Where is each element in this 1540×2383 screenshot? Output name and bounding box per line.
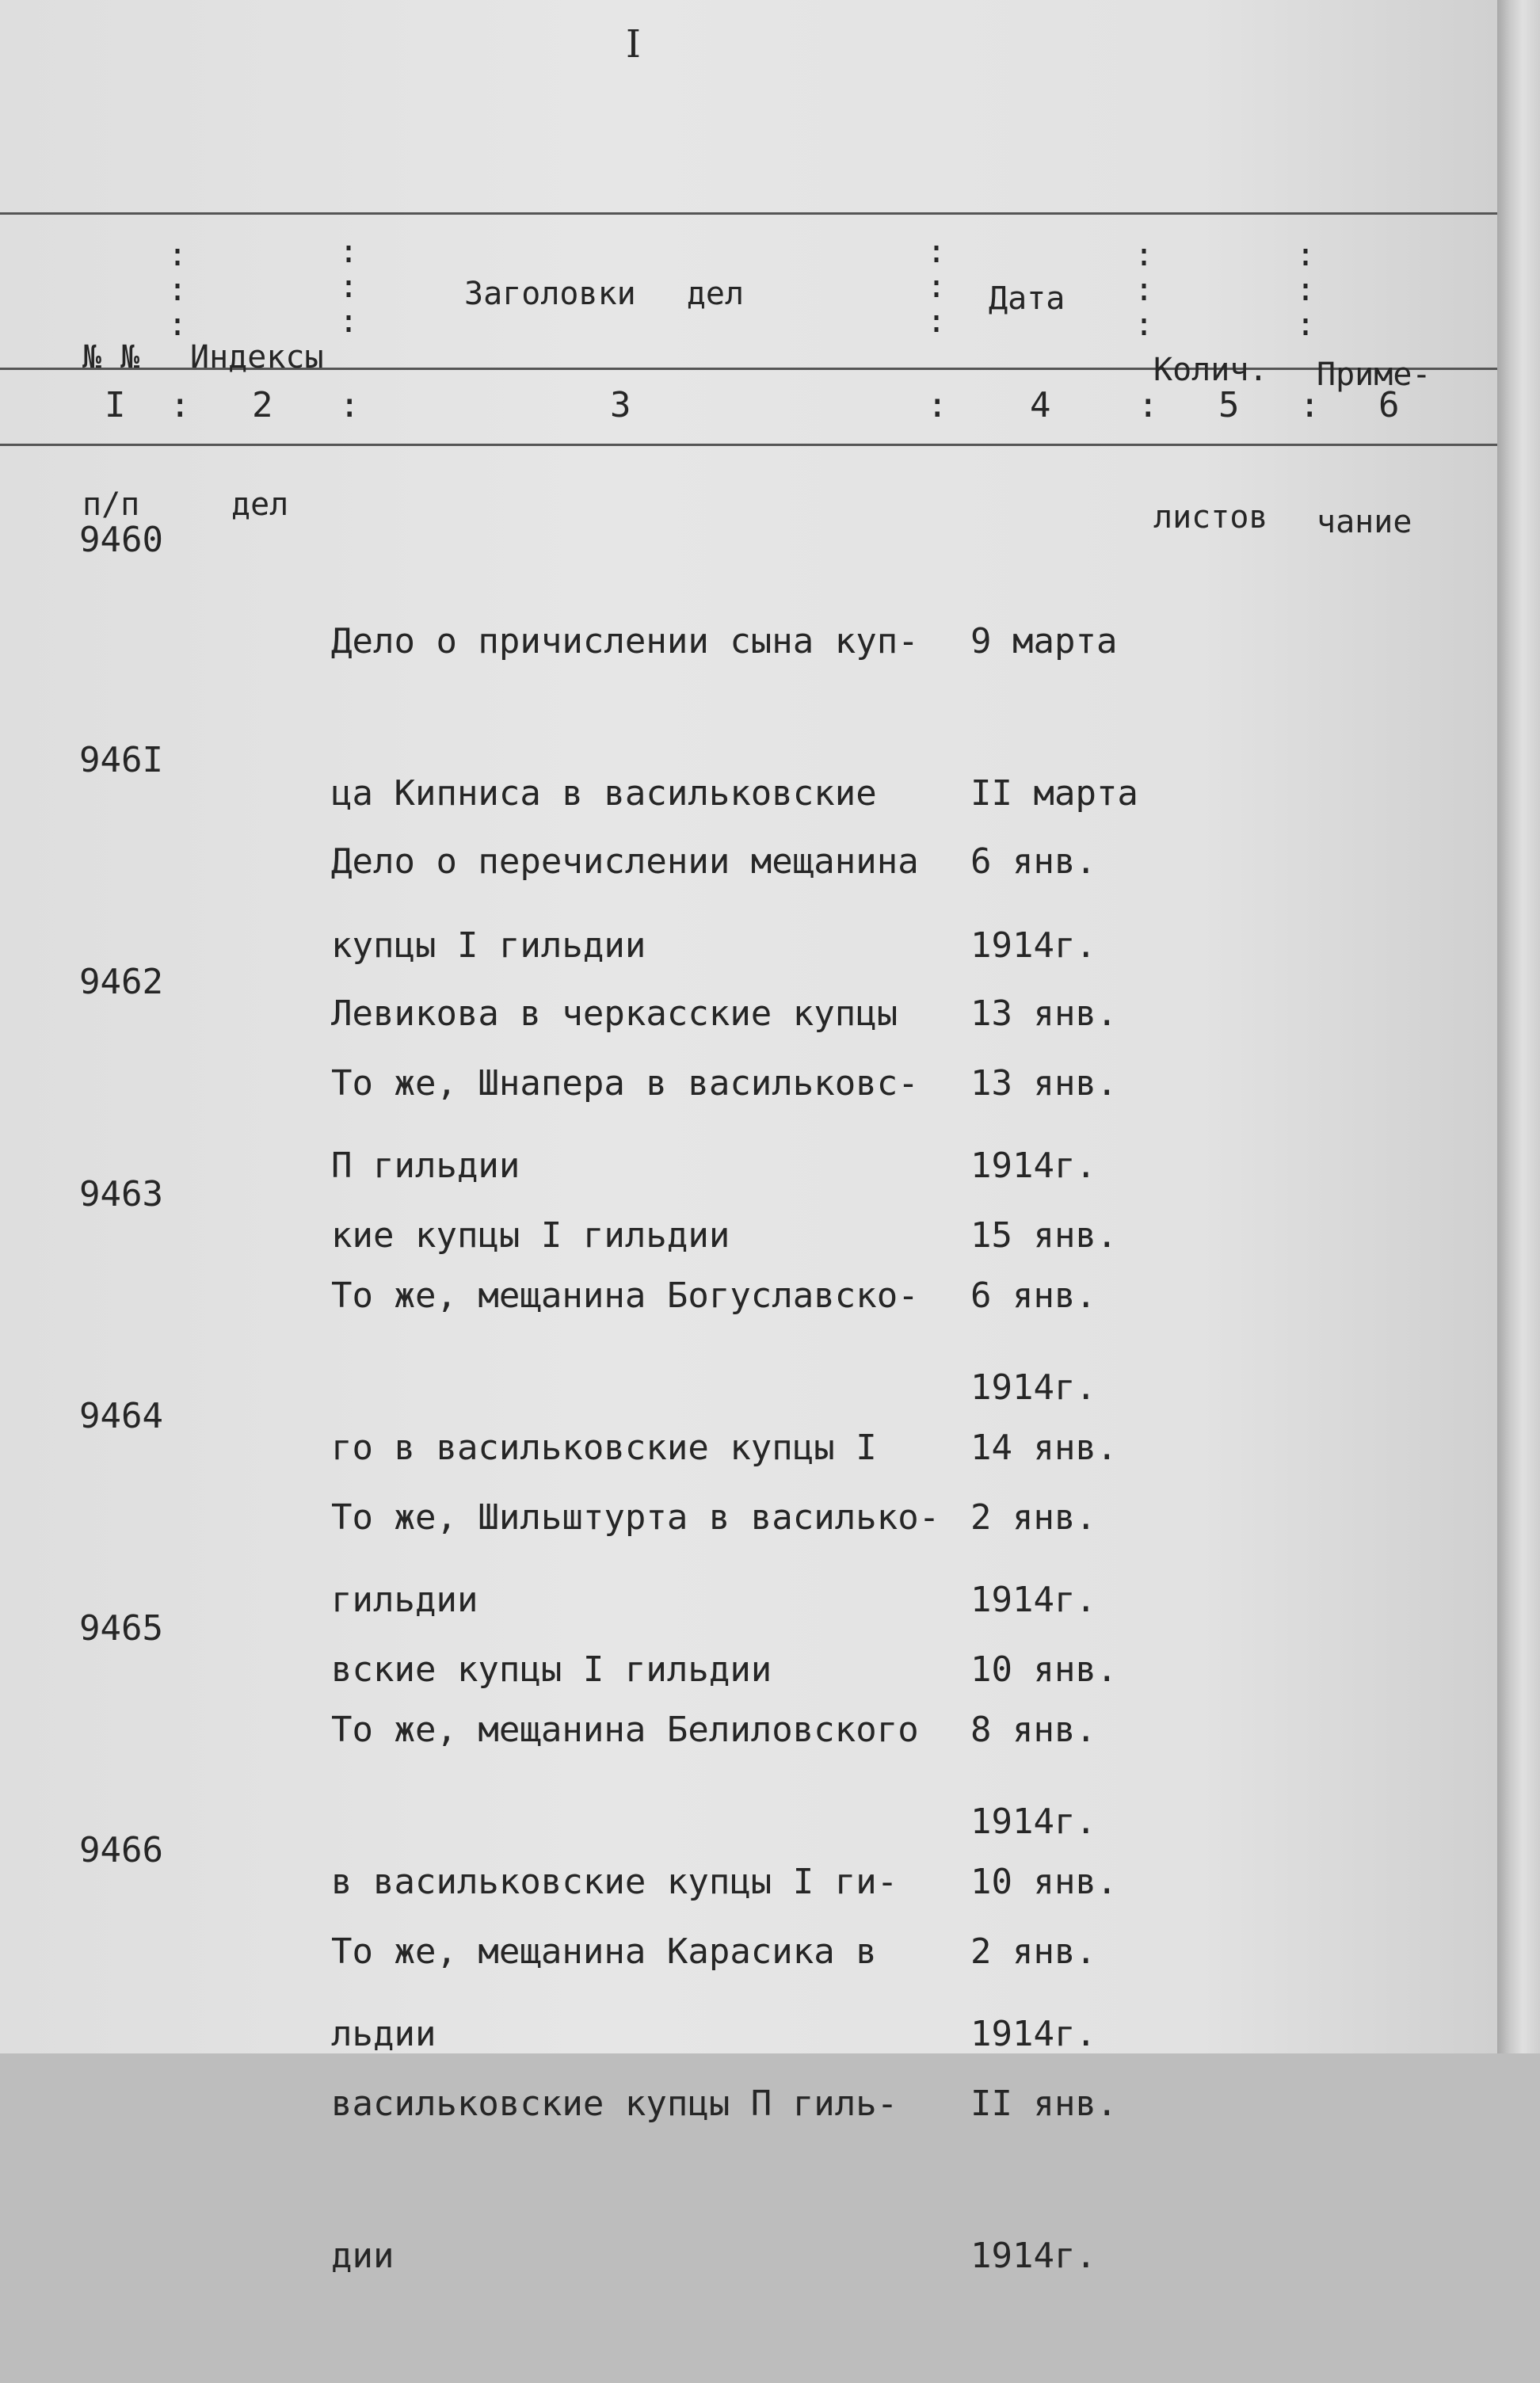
- column-number: 5: [1218, 385, 1240, 425]
- header-separator: : : :: [1134, 237, 1154, 343]
- column-number: I: [105, 385, 126, 425]
- entry-title: То же, Шнапера в васильковс- кие купцы I гильдии: [331, 1063, 919, 1256]
- header-col-index: Индексы дел: [190, 339, 324, 523]
- entry-title: То же, мещанина Богуславско- го в васильковские купцы I гильдии: [331, 1275, 919, 1620]
- entry-number: 9465: [79, 1608, 163, 1649]
- page-number: I: [626, 22, 642, 67]
- entry-number: 9466: [79, 1830, 163, 1870]
- entry-dates: 2 янв. 10 янв. 1914г.: [970, 1497, 1118, 1842]
- column-number: 2: [252, 385, 273, 425]
- entry-dates: 6 янв. 14 янв. 1914г.: [970, 1275, 1118, 1620]
- column-number: 3: [610, 385, 631, 425]
- header-col-number: № № п/п: [82, 339, 140, 523]
- entry-title: То же, Шильштурта в василько- вские купцы I гильдии: [331, 1497, 940, 1690]
- entry-dates: 2 янв. II янв. 1914г.: [970, 1931, 1118, 2276]
- entry-title: То же, мещанина Карасика в васильковские купцы П гиль- дии: [331, 1931, 898, 2276]
- header-col-titles: Заголовки дел: [464, 276, 745, 312]
- column-number: 4: [1030, 385, 1051, 425]
- entry-dates: 6 янв. 13 янв. 1914г.: [970, 841, 1118, 1186]
- entry-number: 946I: [79, 740, 163, 780]
- column-number: 6: [1378, 385, 1400, 425]
- document-page: I № № п/п Индексы дел Заголовки дел Дата Колич. листов Приме- чание : : : : : : : : : : : : : : : I : 2 : 3 : 4 : 5 : 6 9460 Дело о причислении сына куп- ца Кипниса в васильковские купцы I гильдии 9 марта II марта 1914г. 946I Дело о перечислении мещанина Левикова в черкасские купцы П гильдии 6 янв. 13 янв. 1914г. 9462 То же, Шнапера в васильковс- кие купцы I гильдии 13 янв. 15 янв. 1914г. 9463 То же, мещанина Богуславско- го в васильковские купцы I гильдии 6 янв. 14 янв. 1914г. 9464 То же, Шильштурта в василько- вские купцы I гильдии 2 янв. 10 янв. 1914г. 9465 То же, мещанина Белиловского в васильковские купцы I ги- льдии 8 янв. 10 янв. 1914г. 9466 То же, мещанина Карасика в васильковские купцы П гиль- дии 2 янв. II янв. 1914г.: [0, 0, 1497, 2053]
- binding-edge: [1497, 0, 1540, 2053]
- entry-dates: 9 марта II марта 1914г.: [970, 621, 1138, 966]
- header-col-date: Дата: [989, 280, 1065, 317]
- entry-number: 9464: [79, 1396, 163, 1436]
- header-separator: : : :: [339, 234, 359, 340]
- header-separator: : : :: [1296, 237, 1316, 343]
- entry-number: 9462: [79, 962, 163, 1002]
- entry-dates: 8 янв. 10 янв. 1914г.: [970, 1710, 1118, 2054]
- header-top-rule: [0, 212, 1497, 215]
- header-col-notes: Приме- чание: [1317, 356, 1431, 540]
- entry-number: 9460: [79, 520, 163, 560]
- entry-title: То же, мещанина Белиловского в васильковские купцы I ги- льдии: [331, 1710, 919, 2054]
- header-separator: : : :: [927, 234, 947, 340]
- entry-title: Дело о причислении сына куп- ца Кипниса в васильковские купцы I гильдии: [331, 621, 919, 966]
- header-col-sheets: Колич. листов: [1153, 352, 1268, 536]
- entry-dates: 13 янв. 15 янв. 1914г.: [970, 1063, 1118, 1408]
- header-separator: : : :: [168, 237, 188, 343]
- entry-title: Дело о перечислении мещанина Левикова в черкасские купцы П гильдии: [331, 841, 919, 1186]
- entry-number: 9463: [79, 1174, 163, 1214]
